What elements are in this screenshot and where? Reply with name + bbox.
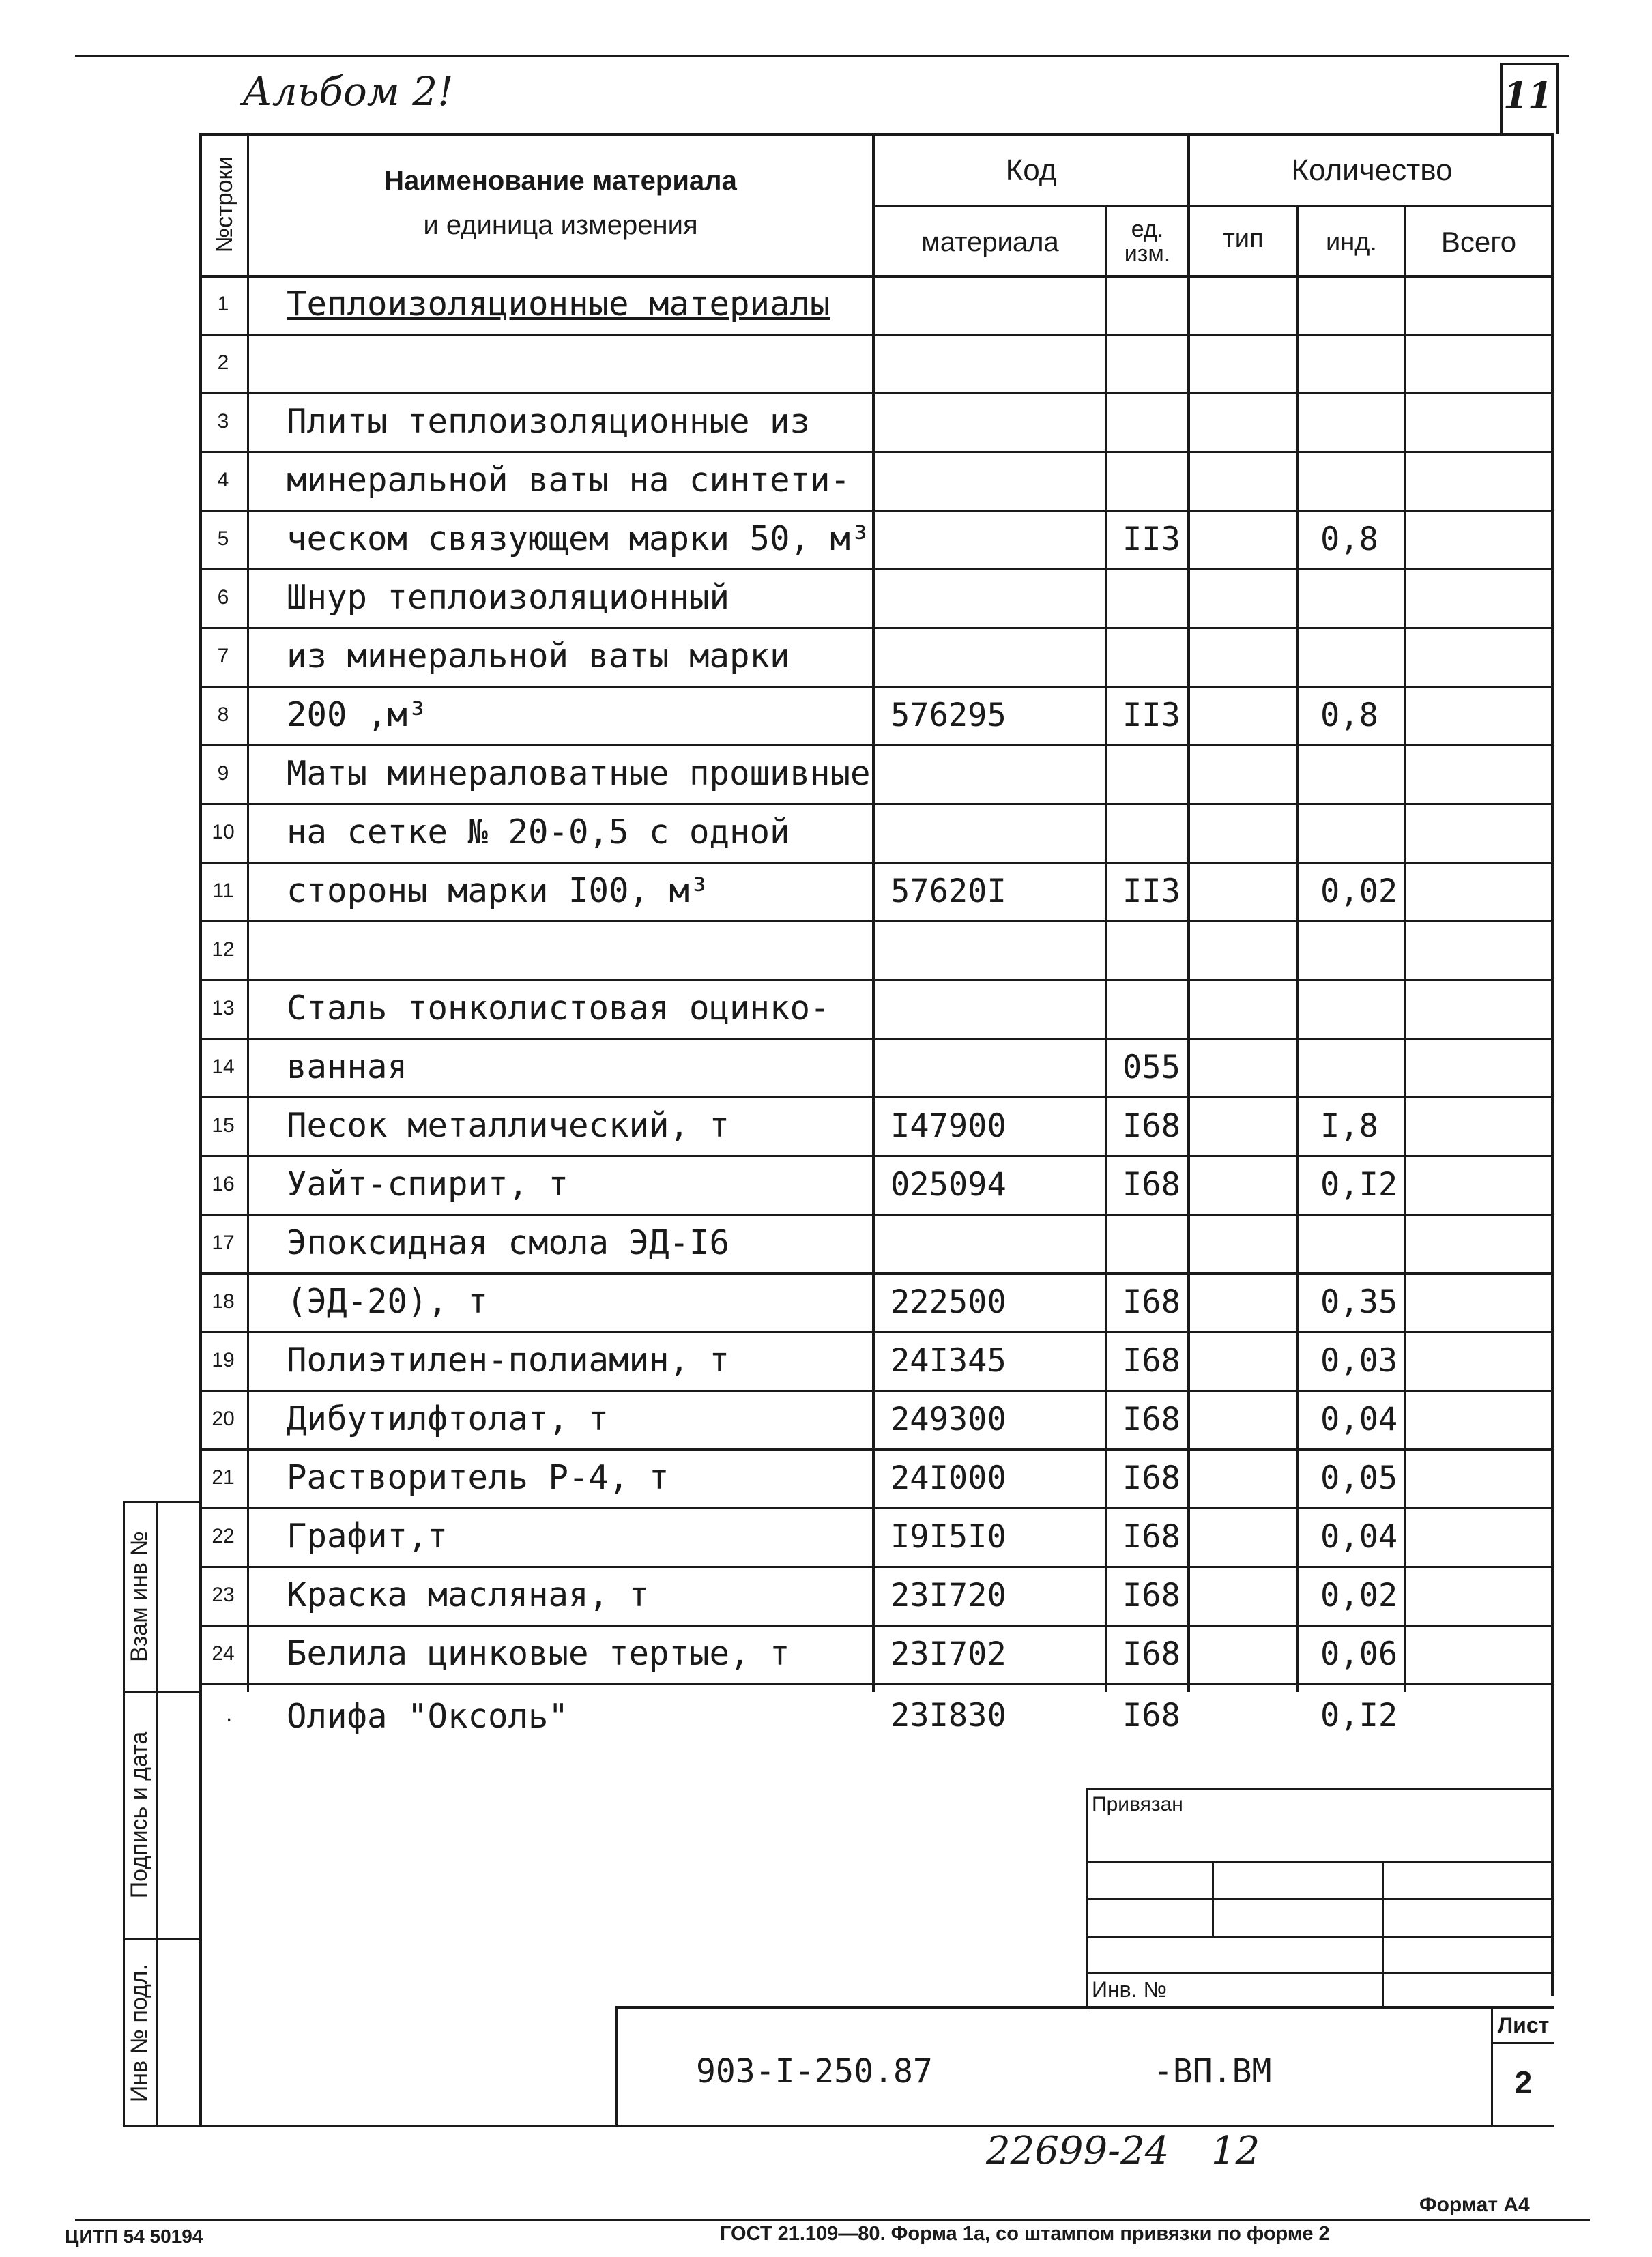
row-qty-ind: 0,02 — [1320, 873, 1398, 910]
header-code-material: материала — [921, 227, 1059, 257]
row-qty-ind: 0,03 — [1320, 1342, 1398, 1380]
row-code: 025094 — [890, 1166, 1006, 1204]
row-divider — [199, 568, 1554, 570]
row-code: 23I720 — [890, 1577, 1006, 1614]
row-unit: II3 — [1122, 521, 1180, 558]
row-name: Уайт-спирит, т — [287, 1165, 569, 1204]
stamp-list-number: 2 — [1514, 2065, 1533, 2100]
row-divider — [199, 334, 1554, 336]
row-unit: I68 — [1122, 1283, 1180, 1321]
side-label-inv-podl: Инв № подл. — [126, 1964, 152, 2103]
row-divider — [199, 451, 1554, 453]
row-number: 19 — [212, 1349, 235, 1371]
row-number: 21 — [212, 1466, 235, 1489]
row-qty-ind: 0,02 — [1320, 1577, 1398, 1614]
row-code: 57620I — [890, 873, 1006, 910]
row-code: 23I702 — [890, 1635, 1006, 1673]
row-qty-ind: 0,8 — [1320, 697, 1378, 734]
row-name: стороны марки I00, м³ — [287, 871, 710, 910]
header-qty-type: тип — [1223, 224, 1264, 253]
header-code-unit: ед. изм. — [1124, 216, 1171, 267]
row-code: 576295 — [890, 697, 1006, 734]
row-divider — [199, 1566, 1554, 1568]
row-name: ванная — [287, 1047, 408, 1086]
row-code: I47900 — [890, 1107, 1006, 1145]
album-label: Альбом 2! — [242, 68, 454, 115]
col-divider-unit — [1187, 133, 1190, 1692]
row-unit: I68 — [1122, 1166, 1180, 1204]
row-qty-ind: 0,04 — [1320, 1401, 1398, 1438]
row-name: Маты минераловатные прошивные — [287, 754, 871, 793]
row-number: 1 — [217, 293, 229, 315]
row-name: Графит,т — [287, 1517, 448, 1556]
header-qty-ind: инд. — [1326, 227, 1377, 257]
bottom-border — [75, 2219, 1590, 2221]
row-unit: 055 — [1122, 1049, 1180, 1086]
row-name: 200 ,м³ — [287, 695, 428, 734]
row-divider — [199, 1038, 1554, 1040]
row-number: 20 — [212, 1408, 235, 1430]
row-name: минеральной ваты на синтети- — [287, 461, 851, 499]
row-number: 17 — [212, 1232, 235, 1254]
col-divider-type — [1296, 205, 1299, 1692]
row-number: 5 — [217, 527, 229, 550]
row-name: Растворитель Р-4, т — [287, 1458, 669, 1497]
row-number: 2 — [217, 351, 229, 374]
row-name: Белила цинковые тертые, т — [287, 1634, 790, 1673]
row-name: Полиэтилен-полиамин, т — [287, 1341, 730, 1380]
row-number: 23 — [212, 1584, 235, 1606]
row-number: 4 — [217, 469, 229, 491]
row-name: Теплоизоляционные материалы — [287, 285, 830, 323]
row-unit: II3 — [1122, 873, 1180, 910]
row-unit: I68 — [1122, 1401, 1180, 1438]
row-code: I9I5I0 — [890, 1518, 1006, 1556]
row-divider — [199, 1390, 1554, 1392]
row-number: 14 — [212, 1055, 235, 1078]
row-number: 18 — [212, 1290, 235, 1313]
row-divider — [199, 1683, 1554, 1685]
footer-left-code: ЦИТП 54 50194 — [65, 2226, 203, 2247]
header-quantity: Количество — [1291, 154, 1453, 187]
row-code: 249300 — [890, 1401, 1006, 1438]
corner-number: 11 — [1503, 75, 1553, 117]
document-designation: 903-I-250.87 — [696, 2052, 933, 2091]
row-divider — [199, 862, 1554, 864]
header-row-number: №строки — [212, 156, 237, 253]
row-unit: I68 — [1122, 1342, 1180, 1380]
row-divider — [199, 392, 1554, 394]
row-qty-ind: 0,8 — [1320, 521, 1378, 558]
row-divider — [199, 1331, 1554, 1333]
row-name: Эпоксидная смола ЭД-I6 — [287, 1223, 730, 1262]
header-name-line2: и единица измерения — [423, 209, 698, 240]
row-name: (ЭД-20), т — [287, 1282, 489, 1321]
stamp-inv-no-label: Инв. № — [1092, 1977, 1167, 2002]
row-unit: I68 — [1122, 1518, 1180, 1556]
row-name: из минеральной ваты марки — [287, 637, 790, 675]
extra-row-unit: I68 — [1122, 1697, 1180, 1734]
row-qty-ind: I,8 — [1320, 1107, 1378, 1145]
row-code: 24I000 — [890, 1459, 1006, 1497]
row-name: Плиты теплоизоляционные из — [287, 402, 811, 441]
row-name: Песок металлический, т — [287, 1106, 730, 1145]
row-divider — [199, 744, 1554, 746]
row-divider — [199, 1448, 1554, 1451]
row-code: 222500 — [890, 1283, 1006, 1321]
side-label-podpis: Подпись и дата — [126, 1731, 152, 1899]
row-code: 24I345 — [890, 1342, 1006, 1380]
header-qty-total: Всего — [1440, 226, 1517, 258]
row-number: 8 — [217, 703, 229, 726]
row-name: Дибутилфтолат, т — [287, 1399, 609, 1438]
row-divider — [199, 803, 1554, 805]
col-divider-ind — [1404, 205, 1406, 1692]
row-divider — [199, 1096, 1554, 1098]
row-name: ческом связующем марки 50, м³ — [287, 519, 871, 558]
row-unit: II3 — [1122, 697, 1180, 734]
footer-gost: ГОСТ 21.109—80. Форма 1а, со штампом привязки по форме 2 — [720, 2223, 1330, 2245]
row-number: 7 — [217, 645, 229, 667]
row-number: 11 — [212, 879, 234, 902]
row-divider — [199, 627, 1554, 629]
row-qty-ind: 0,04 — [1320, 1518, 1398, 1556]
col-divider-code — [1105, 205, 1107, 1692]
row-divider — [199, 1507, 1554, 1509]
row-unit: I68 — [1122, 1459, 1180, 1497]
row-name: Краска масляная, т — [287, 1575, 650, 1614]
handwritten-page: 12 — [1211, 2129, 1260, 2173]
format-label: Формат А4 — [1419, 2194, 1530, 2216]
row-unit: I68 — [1122, 1635, 1180, 1673]
header-name-line1: Наименование материала — [384, 165, 737, 196]
document-designation-suffix: -ВП.ВМ — [1153, 2052, 1272, 2091]
row-number: 13 — [212, 997, 235, 1019]
col-divider-rownum — [247, 133, 249, 1692]
stamp-list-label: Лист — [1497, 2013, 1550, 2037]
row-number: 10 — [212, 821, 235, 843]
row-divider — [199, 1214, 1554, 1216]
row-divider — [199, 1272, 1554, 1275]
side-label-vzam: Взам инв № — [126, 1531, 152, 1662]
row-divider — [199, 920, 1554, 922]
row-number: 12 — [212, 938, 235, 961]
handwritten-number: 22699-24 — [986, 2129, 1170, 2173]
row-qty-ind: 0,05 — [1320, 1459, 1398, 1497]
extra-row-code: 23I830 — [890, 1697, 1006, 1734]
row-qty-ind: 0,06 — [1320, 1635, 1398, 1673]
row-divider — [199, 1155, 1554, 1157]
row-number: 15 — [212, 1114, 235, 1137]
row-unit: I68 — [1122, 1107, 1180, 1145]
row-divider — [199, 979, 1554, 981]
row-divider — [199, 510, 1554, 512]
col-divider-name — [872, 133, 875, 1692]
header-code: Код — [1005, 154, 1057, 187]
row-number: 16 — [212, 1173, 235, 1195]
row-name: Сталь тонколистовая оцинко- — [287, 989, 830, 1028]
row-name: Шнур теплоизоляционный — [287, 578, 730, 617]
row-name: на сетке № 20-0,5 с одной — [287, 813, 790, 851]
extra-row-number: · — [225, 1706, 233, 1732]
row-number: 6 — [217, 586, 229, 609]
row-number: 22 — [212, 1525, 235, 1547]
row-number: 3 — [217, 410, 229, 433]
row-number: 24 — [212, 1642, 235, 1665]
row-divider — [199, 686, 1554, 688]
row-unit: I68 — [1122, 1577, 1180, 1614]
row-qty-ind: 0,35 — [1320, 1283, 1398, 1321]
row-qty-ind: 0,I2 — [1320, 1166, 1398, 1204]
extra-row-name: Олифа "Оксоль" — [287, 1697, 569, 1736]
row-divider — [199, 1625, 1554, 1627]
stamp-privyazan-label: Привязан — [1092, 1793, 1183, 1816]
row-number: 9 — [217, 762, 229, 785]
extra-row-ind: 0,I2 — [1320, 1697, 1398, 1734]
